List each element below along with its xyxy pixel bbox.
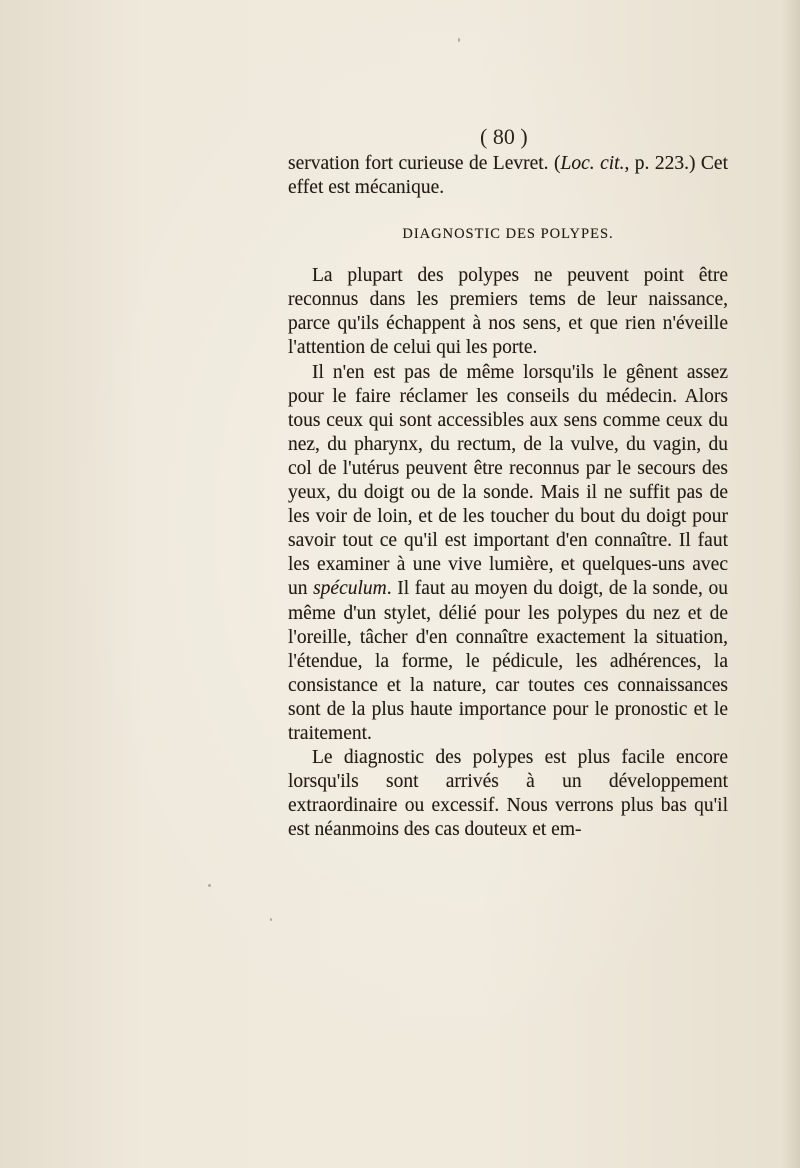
- paragraph: Le diagnostic des polypes est plus facile encore lorsqu'ils sont arrivés à un développement extraordinaire ou excessif. Nous verrons plus bas qu'il est néanmoins des cas douteux et em-: [288, 747, 728, 841]
- paragraph-text: , p. 223.) Cet effet est mécanique.: [288, 153, 728, 199]
- paper-speckle: [270, 918, 272, 921]
- section-heading: DIAGNOSTIC DES POLYPES.: [402, 226, 614, 243]
- body-text: [288, 152, 728, 842]
- page-edge-shadow: [782, 0, 800, 1168]
- paragraph-text: servation fort curieuse de Levret. (: [288, 153, 561, 174]
- paper-speckle: [208, 884, 211, 887]
- citation-reference: Loc. cit.: [560, 153, 625, 174]
- italic-term: spéculum: [313, 578, 387, 600]
- paper-speckle: [458, 38, 460, 42]
- paragraph: La plupart des polypes ne peuvent point être reconnus dans les premiers tems de leur naissance, parce qu'ils échappent à nos sens, et que rien n'éveille l'attention de celui qui les porte.: [288, 265, 728, 359]
- page-number: ( 80 ): [480, 124, 528, 149]
- paragraph-continuation: [288, 152, 728, 200]
- paragraph-text: Il n'en est pas de même lorsqu'ils le gênent assez pour le faire réclamer les conseils du médecin. Alors tous ceux qui sont accessibles aux sens comme ceux du nez, du pharynx, du rectum, de la vulve, du vagin, du col de l'utérus peuvent être reconnus par le secours des yeux, du doigt ou de la sonde. Mais il ne suffit pas de les voir de loin, et de les toucher du bout du doigt pour savoir tout ce qu'il est important d'en connaître. Il faut les examiner à une vive lumière, et quelques-uns avec un: [288, 361, 728, 600]
- paragraph-text: . Il faut au moyen du doigt, de la sonde, ou même d'un stylet, délié pour les polypes du nez et de l'oreille, tâcher d'en connaître exactement la situation, l'étendue, la forme, le pédicule, les adhérences, la consistance et la nature, car toutes ces connaissances sont de la plus haute importance pour le pronostic et le traitement.: [288, 578, 729, 744]
- paragraph: [288, 361, 728, 747]
